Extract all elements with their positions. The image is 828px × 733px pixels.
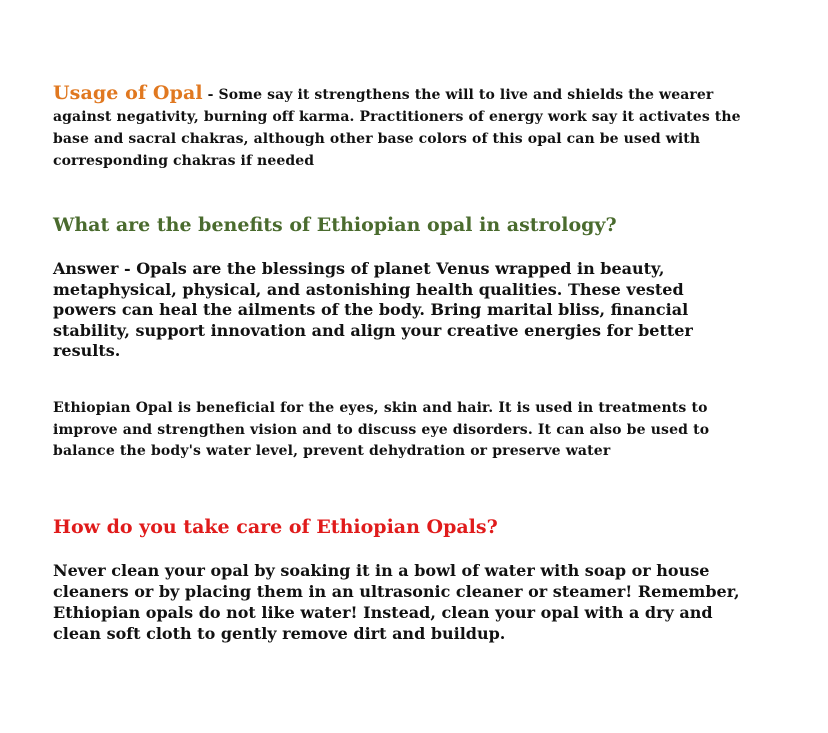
astrology-heading: What are the benefits of Ethiopian opal in astrology? — [53, 214, 617, 236]
usage-title: Usage of Opal — [53, 82, 203, 104]
care-heading: How do you take care of Ethiopian Opals? — [53, 516, 498, 538]
benefit-paragraph: Ethiopian Opal is beneficial for the eyes, skin and hair. It is used in treatments to improve and strengthen vision and to discuss eye disorders. It can also be used to balance the body's water level, prevent dehydration or preserve water — [53, 400, 710, 459]
usage-paragraph — [53, 82, 743, 172]
astrology-answer: Answer - Opals are the blessings of planet Venus wrapped in beauty, metaphysical, physical, and astonishing health qualities. These vested powers can heal the ailments of the body. Bring marital bliss, financial stability, support innovation and align your creative energies for better results. — [53, 259, 693, 360]
care-paragraph: Never clean your opal by soaking it in a bowl of water with soap or house cleaners or by placing them in an ultrasonic cleaner or steamer! Remember, Ethiopian opals do not like water! Instead, clean your opal with a dry and clean soft cloth to gently remove dirt and buildup. — [53, 561, 740, 643]
usage-text: - Some say it strengthens the will to live and shields the wearer against negativity, burning off karma. Practitioners of energy work say it activates the base and sacral chakras, although other base colors of this opal can be used with corresponding chakras if needed — [53, 87, 741, 169]
